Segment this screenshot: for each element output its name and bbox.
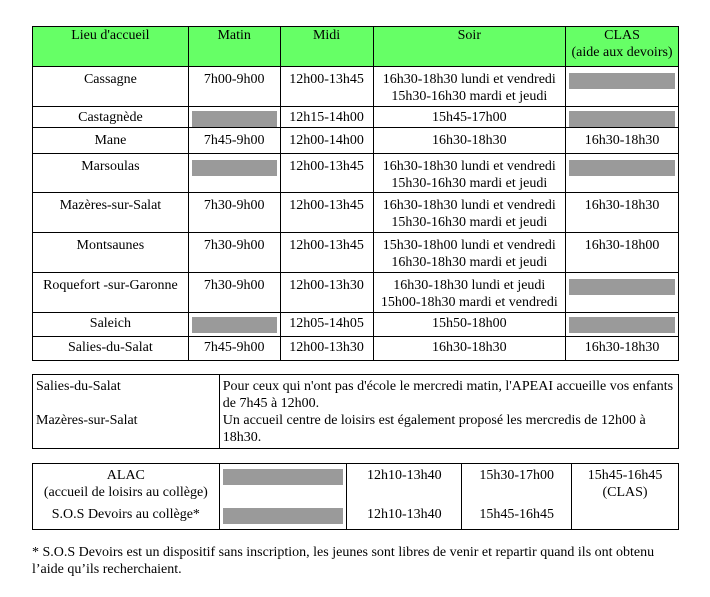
cell-matin: 7h30-9h00 <box>188 193 280 233</box>
cell-clas: 16h30-18h30 <box>566 337 679 361</box>
cell-clas <box>566 107 679 128</box>
cell-clas: 16h30-18h00 <box>566 233 679 273</box>
cell-clas <box>566 67 679 107</box>
cell-matin <box>219 464 347 506</box>
cell-midi: 12h00-13h45 <box>280 67 373 107</box>
cell-matin <box>188 107 280 128</box>
info-text-apeai: Pour ceux qui n'ont pas d'école le mercredi matin, l'APEAI accueille vos enfants de 7h45 à 12h00. <box>222 379 674 411</box>
cell-soir: 16h30-18h30 lundi et vendredi 15h30-16h30 mardi et jeudi <box>373 154 566 193</box>
header-lieu: Lieu d'accueil <box>33 27 189 67</box>
info-place-mazeres: Mazères-sur-Salat <box>36 413 138 428</box>
header-matin: Matin <box>188 27 280 67</box>
cell-midi: 12h05-14h05 <box>280 313 373 337</box>
cell-lieu: Cassagne <box>33 67 189 107</box>
cell-soir: 16h30-18h30 lundi et vendredi 15h30-16h30 mardi et jeudi <box>373 67 566 107</box>
cell-lieu: Roquefort -sur-Garonne <box>33 273 189 313</box>
table-row <box>33 506 679 530</box>
cell-matin <box>188 154 280 193</box>
footnote: * S.O.S Devoirs est un dispositif sans inscription, les jeunes sont libres de venir et repartir quand ils ont obtenu l’aide qu’ils recherchaient. <box>32 545 655 577</box>
unavailable-block <box>569 317 675 333</box>
cell-soir: 15h30-18h00 lundi et vendredi 16h30-18h30 mardi et jeudi <box>373 233 566 273</box>
info-text <box>219 375 678 449</box>
cell-soir: 15h30-17h00 <box>462 464 572 506</box>
cell-midi: 12h00-13h30 <box>280 337 373 361</box>
cell-midi: 12h00-13h30 <box>280 273 373 313</box>
table-row <box>33 337 679 361</box>
table-row <box>33 464 679 506</box>
header-clas: CLAS (aide aux devoirs) <box>566 27 679 67</box>
cell-lieu: Mane <box>33 128 189 154</box>
table-row <box>33 107 679 128</box>
table-row <box>33 313 679 337</box>
cell-lieu: Saleich <box>33 313 189 337</box>
college-table <box>32 463 679 530</box>
unavailable-block <box>569 73 675 89</box>
cell-lieu: Mazères-sur-Salat <box>33 193 189 233</box>
table-row <box>33 128 679 154</box>
cell-lieu: Castagnède <box>33 107 189 128</box>
cell-soir: 16h30-18h30 <box>373 337 566 361</box>
cell-midi: 12h10-13h40 <box>347 506 462 530</box>
unavailable-block <box>192 317 277 333</box>
table-row <box>33 193 679 233</box>
cell-matin: 7h30-9h00 <box>188 233 280 273</box>
cell-midi: 12h15-14h00 <box>280 107 373 128</box>
cell-midi: 12h00-13h45 <box>280 193 373 233</box>
cell-lieu: ALAC (accueil de loisirs au collège) <box>33 464 220 506</box>
unavailable-block <box>223 469 344 485</box>
unavailable-block <box>569 111 675 127</box>
table-row <box>33 273 679 313</box>
cell-lieu: S.O.S Devoirs au collège* <box>33 506 220 530</box>
unavailable-block <box>192 111 277 127</box>
cell-soir: 16h30-18h30 <box>373 128 566 154</box>
header-midi: Midi <box>280 27 373 67</box>
cell-matin <box>219 506 347 530</box>
cell-soir: 16h30-18h30 lundi et jeudi 15h00-18h30 mardi et vendredi <box>373 273 566 313</box>
cell-clas <box>566 313 679 337</box>
table-row <box>33 154 679 193</box>
header-soir: Soir <box>373 27 566 67</box>
cell-clas: 15h45-16h45 (CLAS) <box>572 464 679 506</box>
cell-matin: 7h00-9h00 <box>188 67 280 107</box>
info-place-salies: Salies-du-Salat <box>36 379 121 394</box>
cell-matin: 7h45-9h00 <box>188 337 280 361</box>
cell-midi: 12h00-14h00 <box>280 128 373 154</box>
unavailable-block <box>569 279 675 295</box>
cell-clas <box>572 506 679 530</box>
cell-clas: 16h30-18h30 <box>566 128 679 154</box>
cell-lieu: Marsoulas <box>33 154 189 193</box>
cell-midi: 12h10-13h40 <box>347 464 462 506</box>
cell-matin: 7h30-9h00 <box>188 273 280 313</box>
cell-matin: 7h45-9h00 <box>188 128 280 154</box>
cell-soir: 15h45-16h45 <box>462 506 572 530</box>
cell-lieu: Salies-du-Salat <box>33 337 189 361</box>
cell-soir: 15h50-18h00 <box>373 313 566 337</box>
unavailable-block <box>223 508 344 524</box>
table-row <box>33 67 679 107</box>
cell-clas <box>566 154 679 193</box>
table-row <box>33 233 679 273</box>
cell-midi: 12h00-13h45 <box>280 233 373 273</box>
wednesday-info-table <box>32 374 679 449</box>
unavailable-block <box>569 160 675 176</box>
cell-matin <box>188 313 280 337</box>
cell-soir: 15h45-17h00 <box>373 107 566 128</box>
cell-soir: 16h30-18h30 lundi et vendredi 15h30-16h30 mardi et jeudi <box>373 193 566 233</box>
cell-clas <box>566 273 679 313</box>
cell-clas: 16h30-18h30 <box>566 193 679 233</box>
unavailable-block <box>192 160 277 176</box>
schedule-table <box>32 26 679 361</box>
info-places <box>33 375 220 449</box>
info-text-loisirs: Un accueil centre de loisirs est également proposé les mercredis de 12h00 à 18h30. <box>222 413 646 445</box>
cell-midi: 12h00-13h45 <box>280 154 373 193</box>
cell-lieu: Montsaunes <box>33 233 189 273</box>
